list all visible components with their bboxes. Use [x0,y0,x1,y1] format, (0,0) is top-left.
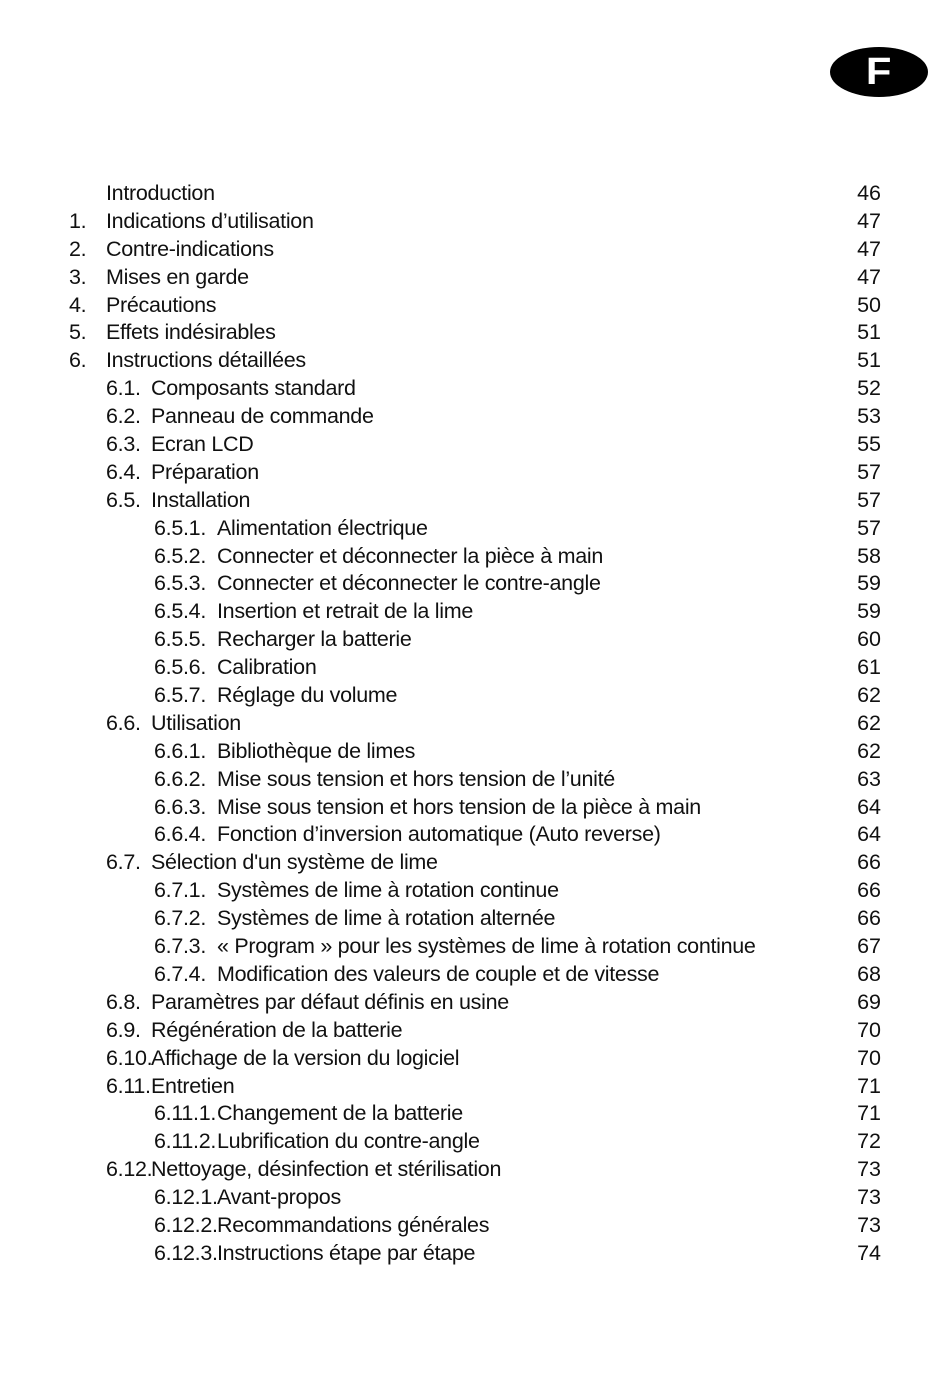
toc-entry-number: 6.6.4. [154,822,206,847]
table-of-contents [0,180,950,1268]
toc-entry-title: Effets indésirables [106,320,276,345]
toc-entry-page: 57 [857,459,881,484]
toc-entry-number: 6.5.6. [154,655,206,680]
toc-entry-number: 6.12. [106,1157,153,1182]
toc-entry-page: 71 [857,1101,881,1126]
toc-entry-number: 6.11.1. [154,1101,217,1126]
toc-entry-title: Paramètres par défaut définis en usine [151,989,509,1014]
toc-entry-number: 6.5.5. [154,627,206,652]
toc-entry-title: Changement de la batterie [217,1101,463,1126]
toc-entry-page: 62 [857,738,881,763]
toc-entry[interactable] [0,515,950,543]
toc-entry[interactable] [0,292,950,320]
toc-entry-number: 6.5. [106,487,141,512]
toc-entry-number: 6.7. [106,850,141,875]
toc-entry-title: Bibliothèque de limes [217,738,416,763]
toc-entry-number: 2. [69,236,87,261]
toc-entry-title: Préparation [151,459,259,484]
toc-entry-page: 73 [857,1212,881,1237]
toc-entry-page: 52 [857,376,881,401]
toc-entry-number: 6.7.2. [154,906,206,931]
toc-entry[interactable] [0,961,950,989]
toc-entry-page: 72 [857,1129,881,1154]
toc-entry[interactable] [0,1017,950,1045]
toc-entry[interactable] [0,989,950,1017]
toc-entry-title: Sélection d'un système de lime [151,850,438,875]
toc-entry-title: Ecran LCD [151,432,254,457]
toc-entry[interactable] [0,431,950,459]
toc-entry[interactable] [0,1128,950,1156]
toc-entry-title: Régénération de la batterie [151,1017,403,1042]
toc-entry-page: 66 [857,878,881,903]
toc-entry[interactable] [0,933,950,961]
toc-entry-title: Contre-indications [106,236,274,261]
toc-entry-number: 6.11.2. [154,1129,217,1154]
toc-entry-title: Systèmes de lime à rotation continue [217,878,559,903]
toc-entry-number: 6.5.1. [154,515,206,540]
toc-entry-number: 6.6. [106,710,141,735]
toc-entry-title: Utilisation [151,710,241,735]
language-badge [830,47,928,97]
language-badge-label: F [866,51,892,93]
toc-entry-page: 51 [857,348,881,373]
toc-entry[interactable] [0,905,950,933]
toc-entry-page: 57 [857,515,881,540]
toc-entry-title: Connecter et déconnecter la pièce à main [217,543,603,568]
toc-entry-page: 73 [857,1185,881,1210]
toc-entry-number: 1. [69,208,87,233]
toc-entry-number: 4. [69,292,87,317]
toc-entry-page: 53 [857,404,881,429]
toc-entry-title: Instructions étape par étape [217,1240,476,1265]
toc-entry-number: 6.12.2. [154,1212,218,1237]
toc-entry-title: Fonction d’inversion automatique (Auto reverse) [217,822,661,847]
toc-entry-number: 6.7.3. [154,934,206,959]
toc-entry-title: Mise sous tension et hors tension de la pièce à main [217,794,701,819]
toc-entry[interactable] [0,1045,950,1073]
toc-entry-page: 57 [857,487,881,512]
toc-entry-page: 59 [857,599,881,624]
toc-entry-title: Instructions détaillées [106,348,306,373]
toc-entry[interactable] [0,1073,950,1101]
toc-entry[interactable] [0,264,950,292]
toc-entry-page: 64 [857,822,881,847]
toc-entry[interactable] [0,459,950,487]
toc-entry-page: 47 [857,264,881,289]
toc-entry-page: 60 [857,627,881,652]
toc-entry[interactable] [0,1240,950,1268]
toc-entry-number: 3. [69,264,87,289]
toc-entry-page: 64 [857,794,881,819]
toc-entry-number: 6.5.4. [154,599,206,624]
toc-entry-page: 68 [857,961,881,986]
toc-entry-title: Indications d’utilisation [106,208,314,233]
toc-entry-title: Précautions [106,292,217,317]
toc-entry-title: Systèmes de lime à rotation alternée [217,906,556,931]
toc-entry-number: 6.9. [106,1017,141,1042]
toc-entry-title: Installation [151,487,251,512]
toc-entry-page: 66 [857,906,881,931]
toc-entry[interactable] [0,487,950,515]
toc-entry-page: 47 [857,236,881,261]
toc-entry-page: 47 [857,208,881,233]
toc-entry-page: 63 [857,766,881,791]
toc-entry-title: Introduction [106,181,215,205]
toc-entry-title: Mises en garde [106,264,249,289]
toc-entry[interactable] [0,403,950,431]
toc-entry[interactable] [0,1100,950,1128]
toc-entry-title: Affichage de la version du logiciel [151,1045,460,1070]
toc-entry-title: Recommandations générales [217,1212,490,1237]
toc-entry-title: Avant-propos [217,1185,341,1210]
toc-entry-page: 66 [857,850,881,875]
toc-entry[interactable] [0,598,950,626]
toc-entry-page: 50 [857,292,881,317]
toc-entry-number: 6.11. [106,1073,151,1098]
toc-entry-title: Modification des valeurs de couple et de vitesse [217,961,660,986]
toc-entry-page: 62 [857,683,881,708]
toc-entry-number: 6.7.4. [154,961,206,986]
toc-entry[interactable] [0,1156,950,1184]
toc-entry-page: 74 [857,1240,881,1265]
toc-entry-number: 6.1. [106,376,141,401]
toc-entry-title: Insertion et retrait de la lime [217,599,473,624]
toc-entry-number: 6.4. [106,459,141,484]
toc-entry[interactable] [0,738,950,766]
toc-entry-title: Panneau de commande [151,404,374,429]
toc-entry-title: Mise sous tension et hors tension de l’unité [217,766,615,791]
toc-entry-title: Recharger la batterie [217,627,412,652]
toc-entry-number: 6.8. [106,989,141,1014]
toc-entry[interactable] [0,1212,950,1240]
toc-entry-number: 6.7.1. [154,878,206,903]
toc-entry[interactable] [0,543,950,571]
toc-entry-number: 6.2. [106,404,141,429]
toc-entry-title: Entretien [151,1073,235,1098]
toc-entry[interactable] [0,375,950,403]
toc-entry[interactable] [0,236,950,264]
toc-entry-number: 6.6.2. [154,766,206,791]
toc-entry-number: 6.5.2. [154,543,206,568]
toc-entry-number: 6.12.3. [154,1240,218,1265]
toc-entry[interactable] [0,849,950,877]
toc-entry-number: 6.6.1. [154,738,206,763]
toc-entry[interactable] [0,208,950,236]
toc-entry-page: 69 [857,989,881,1014]
toc-entry[interactable] [0,710,950,738]
toc-entry-number: 6.5.3. [154,571,206,596]
toc-entry-title: Composants standard [151,376,356,401]
toc-entry[interactable] [0,570,950,598]
toc-entry-number: 6.6.3. [154,794,206,819]
toc-entry-number: 6.3. [106,432,141,457]
toc-entry[interactable] [0,626,950,654]
toc-entry[interactable] [0,1184,950,1212]
toc-entry-page: 51 [857,320,881,345]
toc-entry[interactable] [0,180,950,208]
toc-entry[interactable] [0,682,950,710]
toc-entry-number: 6. [69,348,87,373]
toc-entry-page: 73 [857,1157,881,1182]
toc-entry[interactable] [0,319,950,347]
toc-entry-title: Alimentation électrique [217,515,428,540]
toc-entry-page: 59 [857,571,881,596]
toc-entry[interactable] [0,654,950,682]
toc-entry-page: 62 [857,710,881,735]
toc-entry-page: 46 [857,181,881,205]
toc-entry-page: 70 [857,1045,881,1070]
toc-entry-title: Lubrification du contre-angle [217,1129,480,1154]
toc-entry[interactable] [0,794,950,822]
toc-entry-number: 5. [69,320,87,345]
toc-entry-page: 70 [857,1017,881,1042]
toc-entry-title: Connecter et déconnecter le contre-angle [217,571,601,596]
toc-entry-page: 67 [857,934,881,959]
toc-entry-title: Nettoyage, désinfection et stérilisation [151,1157,502,1182]
toc-entry-title: « Program » pour les systèmes de lime à rotation continue [217,934,756,959]
toc-entry[interactable] [0,821,950,849]
toc-entry-title: Réglage du volume [217,683,398,708]
toc-entry[interactable] [0,347,950,375]
toc-entry-page: 55 [857,432,881,457]
toc-entry[interactable] [0,766,950,794]
toc-entry-number: 6.10. [106,1045,153,1070]
toc-entry-number: 6.5.7. [154,683,206,708]
toc-entry[interactable] [0,877,950,905]
toc-entry-page: 61 [857,655,881,680]
toc-entry-number: 6.12.1. [154,1185,218,1210]
toc-entry-page: 71 [857,1073,881,1098]
toc-entry-page: 58 [857,543,881,568]
toc-entry-title: Calibration [217,655,317,680]
